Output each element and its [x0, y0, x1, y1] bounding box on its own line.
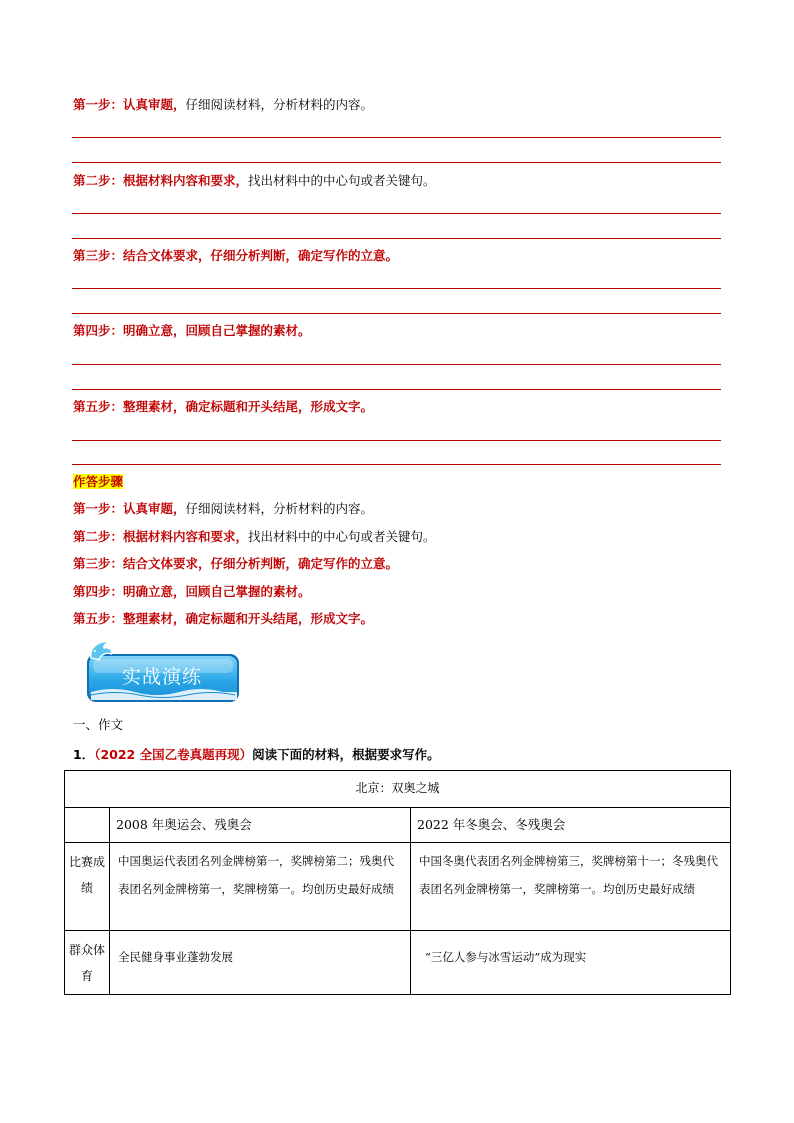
question-1 [73, 745, 440, 763]
answer-step-3-prefix: 第三步：结合文体要求，仔细分析判断，确定写作的立意。 [73, 556, 399, 571]
table-row [65, 771, 731, 808]
table-cell: 中国冬奥代表团名列金牌榜第三，奖牌榜第十一；冬残奥代表团名列金牌榜第一，奖牌榜第一。均创历史最好成绩 [411, 843, 731, 931]
answer-step-1 [73, 501, 373, 517]
writing-line[interactable] [72, 238, 721, 239]
practice-banner-label: 实战演练 [121, 666, 202, 688]
step-1-rest: 仔细阅读材料，分析材料的内容。 [185, 97, 374, 112]
answer-step-5-prefix: 第五步：整理素材，确定标题和开头结尾，形成文字。 [73, 611, 374, 626]
answer-steps-heading-text: 作答步骤 [73, 474, 124, 489]
step-2-rest: 找出材料中的中心句或者关键句。 [248, 173, 436, 188]
table-cell-empty [65, 808, 110, 843]
step-4 [73, 323, 311, 339]
table-header-2022: 2022 年冬奥会、冬残奥会 [411, 808, 731, 843]
step-3-prefix: 第三步：结合文体要求，仔细分析判断，确定写作的立意。 [73, 248, 399, 263]
step-1-prefix: 第一步：认真审题， [73, 97, 186, 112]
writing-line[interactable] [72, 213, 721, 214]
step-3 [73, 248, 398, 264]
answer-step-4 [73, 584, 311, 600]
writing-line[interactable] [72, 313, 721, 314]
writing-line[interactable] [72, 389, 721, 390]
row-label-mass-sports: 群众体育 [65, 931, 110, 995]
writing-line[interactable] [72, 162, 721, 163]
answer-steps-heading [73, 474, 123, 490]
writing-line[interactable] [72, 137, 721, 138]
table-cell: “三亿人参与冰雪运动”成为现实 [411, 931, 731, 995]
step-2 [73, 173, 436, 189]
writing-line[interactable] [72, 288, 721, 289]
table-row [65, 931, 731, 995]
table-row [65, 808, 731, 843]
table-row [65, 843, 731, 931]
answer-step-5 [73, 611, 373, 627]
writing-line[interactable] [72, 464, 721, 465]
answer-step-4-prefix: 第四步：明确立意，回顾自己掌握的素材。 [73, 584, 311, 599]
writing-line[interactable] [72, 364, 721, 365]
section-title: 一、作文 [73, 717, 124, 732]
step-5 [73, 399, 373, 415]
answer-step-2-rest: 找出材料中的中心句或者关键句。 [248, 529, 436, 544]
table-header-2008: 2008 年奥运会、残奥会 [110, 808, 411, 843]
row-label-results: 比赛成绩 [65, 843, 110, 931]
practice-banner [83, 638, 241, 706]
answer-step-1-prefix: 第一步：认真审题， [73, 501, 186, 516]
question-number: 1． [73, 747, 95, 762]
step-4-prefix: 第四步：明确立意，回顾自己掌握的素材。 [73, 323, 311, 338]
answer-step-3 [73, 556, 398, 572]
table-cell: 中国奥运代表团名列金牌榜第一，奖牌榜第二；残奥代表团名列金牌榜第一，奖牌榜第一。均创历史最好成绩 [110, 843, 411, 931]
step-1 [73, 97, 373, 113]
writing-line[interactable] [72, 440, 721, 441]
question-text: 阅读下面的材料，根据要求写作。 [252, 747, 440, 762]
table-cell: 全民健身事业蓬勃发展 [110, 931, 411, 995]
answer-step-1-rest: 仔细阅读材料，分析材料的内容。 [185, 501, 374, 516]
answer-step-2-prefix: 第二步：根据材料内容和要求， [73, 529, 249, 544]
answer-step-2 [73, 529, 436, 545]
step-2-prefix: 第二步：根据材料内容和要求， [73, 173, 249, 188]
question-source: （2022 全国乙卷真题再现） [94, 747, 253, 762]
material-table [64, 770, 731, 995]
table-caption: 北京：双奥之城 [65, 771, 731, 808]
step-5-prefix: 第五步：整理素材，确定标题和开头结尾，形成文字。 [73, 399, 374, 414]
